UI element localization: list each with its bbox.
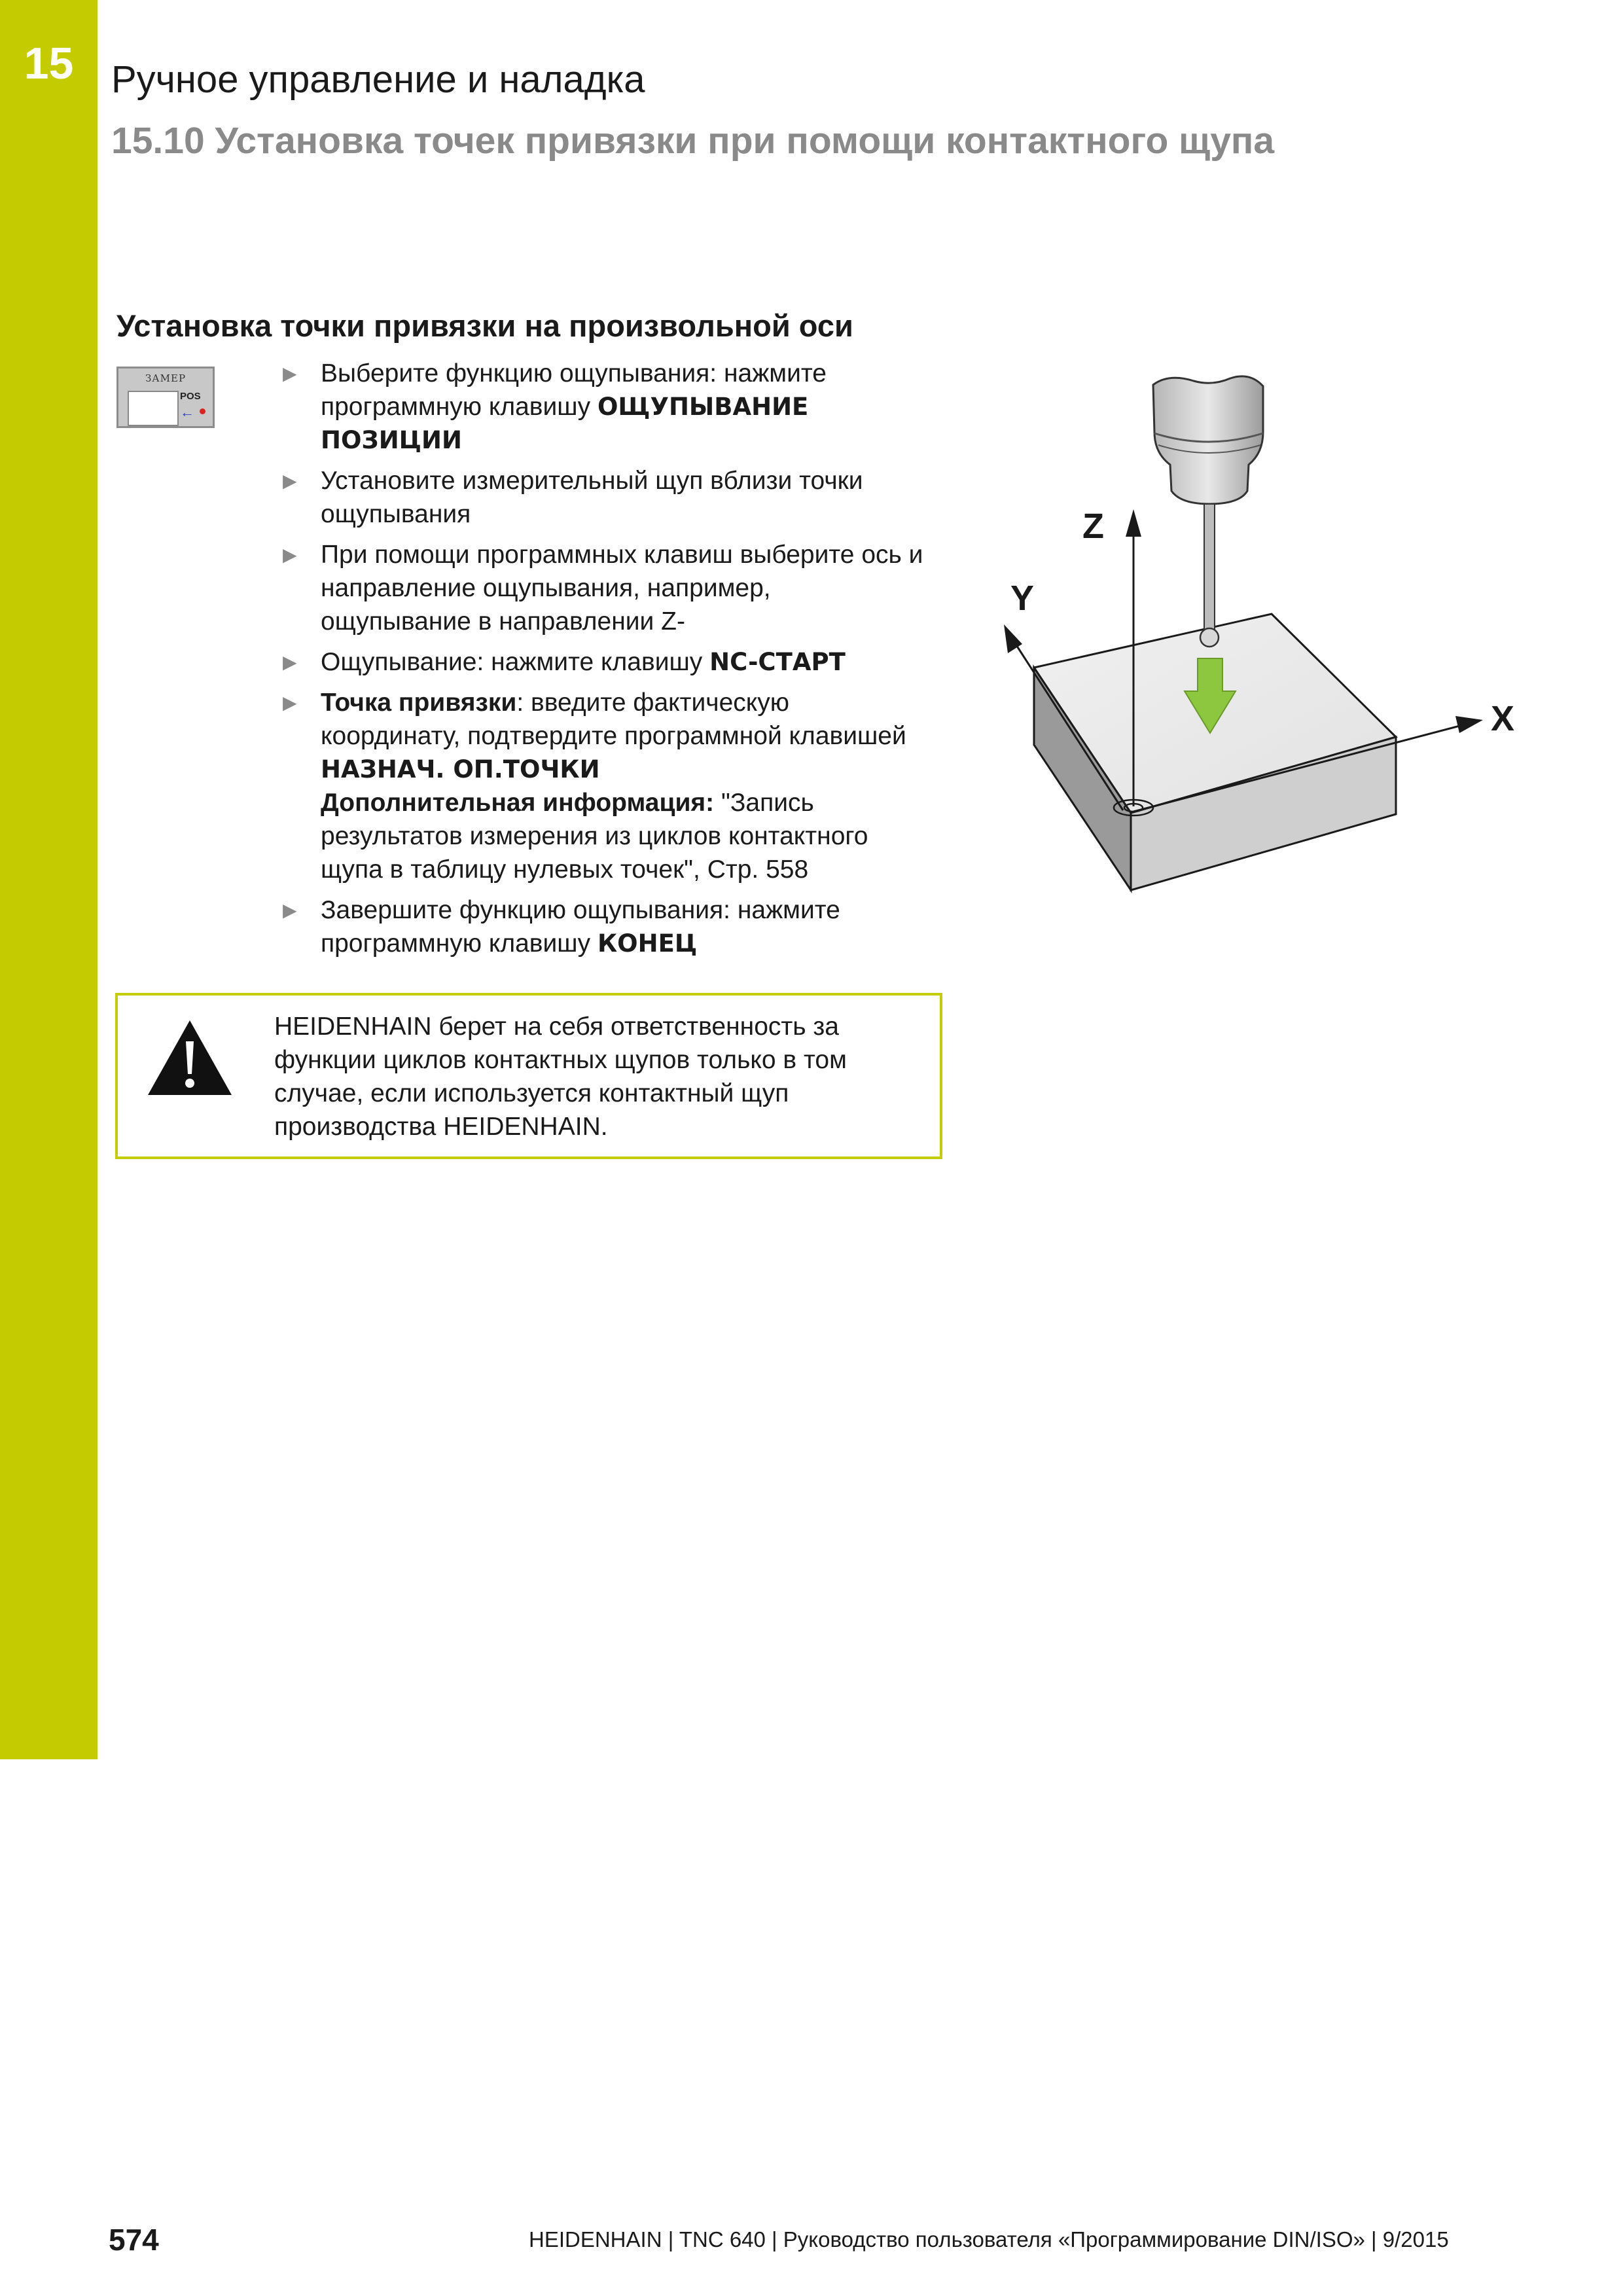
chapter-sidebar: [0, 0, 98, 1759]
subsection-title: Установка точки привязки на произвольной оси: [116, 308, 853, 343]
softkey-reference: КОНЕЦ: [597, 929, 698, 958]
step-text: Ощупывание: нажмите клавишу: [321, 648, 710, 676]
red-dot-icon: [200, 408, 205, 414]
list-item: [283, 645, 924, 679]
more-info: [321, 786, 924, 886]
warning-triangle-icon: [145, 1018, 234, 1098]
more-info-label: Дополнительная информация:: [321, 789, 715, 817]
list-item: [283, 686, 924, 886]
list-item: [283, 464, 924, 531]
bullet-triangle-icon: ▶: [283, 900, 297, 920]
step-text: При помощи программных клавиш выберите ось и направление ощупывания, например, ощупывание в направлении Z-: [321, 541, 923, 636]
step-text: Выберите функцию ощупывания: нажмите программную клавишу: [321, 359, 827, 421]
probe-position-softkey[interactable]: [116, 367, 215, 428]
bullet-triangle-icon: ▶: [283, 545, 297, 565]
list-item: [283, 538, 924, 638]
step-text: : введите фактическую координату, подтвердите программной клавишей: [321, 689, 906, 750]
softkey-top-label: ЗАМЕР: [145, 372, 187, 384]
arrow-left-icon: ←: [180, 404, 194, 420]
softkey-label: POS: [180, 391, 201, 402]
axis-y-label: Y: [1010, 579, 1035, 618]
softkey-field: [128, 391, 179, 426]
footer-text: HEIDENHAIN | TNC 640 | Руководство пользователя «Программирование DIN/ISO» | 9/2015: [529, 2227, 1449, 2251]
step-list: [283, 357, 924, 967]
section-title: 15.10 Установка точек привязки при помощи контактного щупа: [111, 120, 1275, 162]
bullet-triangle-icon: ▶: [283, 692, 297, 713]
warning-text: HEIDENHAIN берет на себя ответственность за функции циклов контактных щупов только в том случае, если используется контактный щуп производства HEIDENHAIN.: [274, 1013, 847, 1141]
chapter-title: Ручное управление и наладка: [111, 58, 645, 101]
list-item: [283, 357, 924, 457]
list-item: [283, 893, 924, 960]
axis-z-label: Z: [1082, 507, 1104, 546]
step-text: Завершите функцию ощупывания: нажмите программную клавишу: [321, 896, 840, 958]
step-text: Установите измерительный щуп вблизи точки ощупывания: [321, 467, 863, 528]
touch-probe-icon: [1153, 376, 1263, 647]
bullet-triangle-icon: ▶: [283, 363, 297, 384]
softkey-reference: ОЩУПЫВАНИЕ ПОЗИЦИИ: [321, 393, 809, 454]
probe-setup-diagram: [982, 367, 1544, 916]
workpiece-block: [1034, 614, 1396, 890]
page-number: 574: [109, 2223, 159, 2257]
softkey-reference: НАЗНАЧ. ОП.ТОЧКИ: [321, 755, 600, 783]
step-bold-lead: Точка привязки: [321, 689, 517, 717]
axis-x-label: X: [1491, 699, 1515, 738]
more-info-text: "Запись результатов измерения из циклов контактного щупа в таблицу нулевых точек", Стр. 558: [321, 789, 868, 884]
key-reference: NC-СТАРТ: [709, 648, 846, 676]
bullet-triangle-icon: ▶: [283, 471, 297, 491]
chapter-number: 15: [24, 39, 74, 88]
warning-box: [115, 993, 942, 1159]
bullet-triangle-icon: ▶: [283, 652, 297, 672]
